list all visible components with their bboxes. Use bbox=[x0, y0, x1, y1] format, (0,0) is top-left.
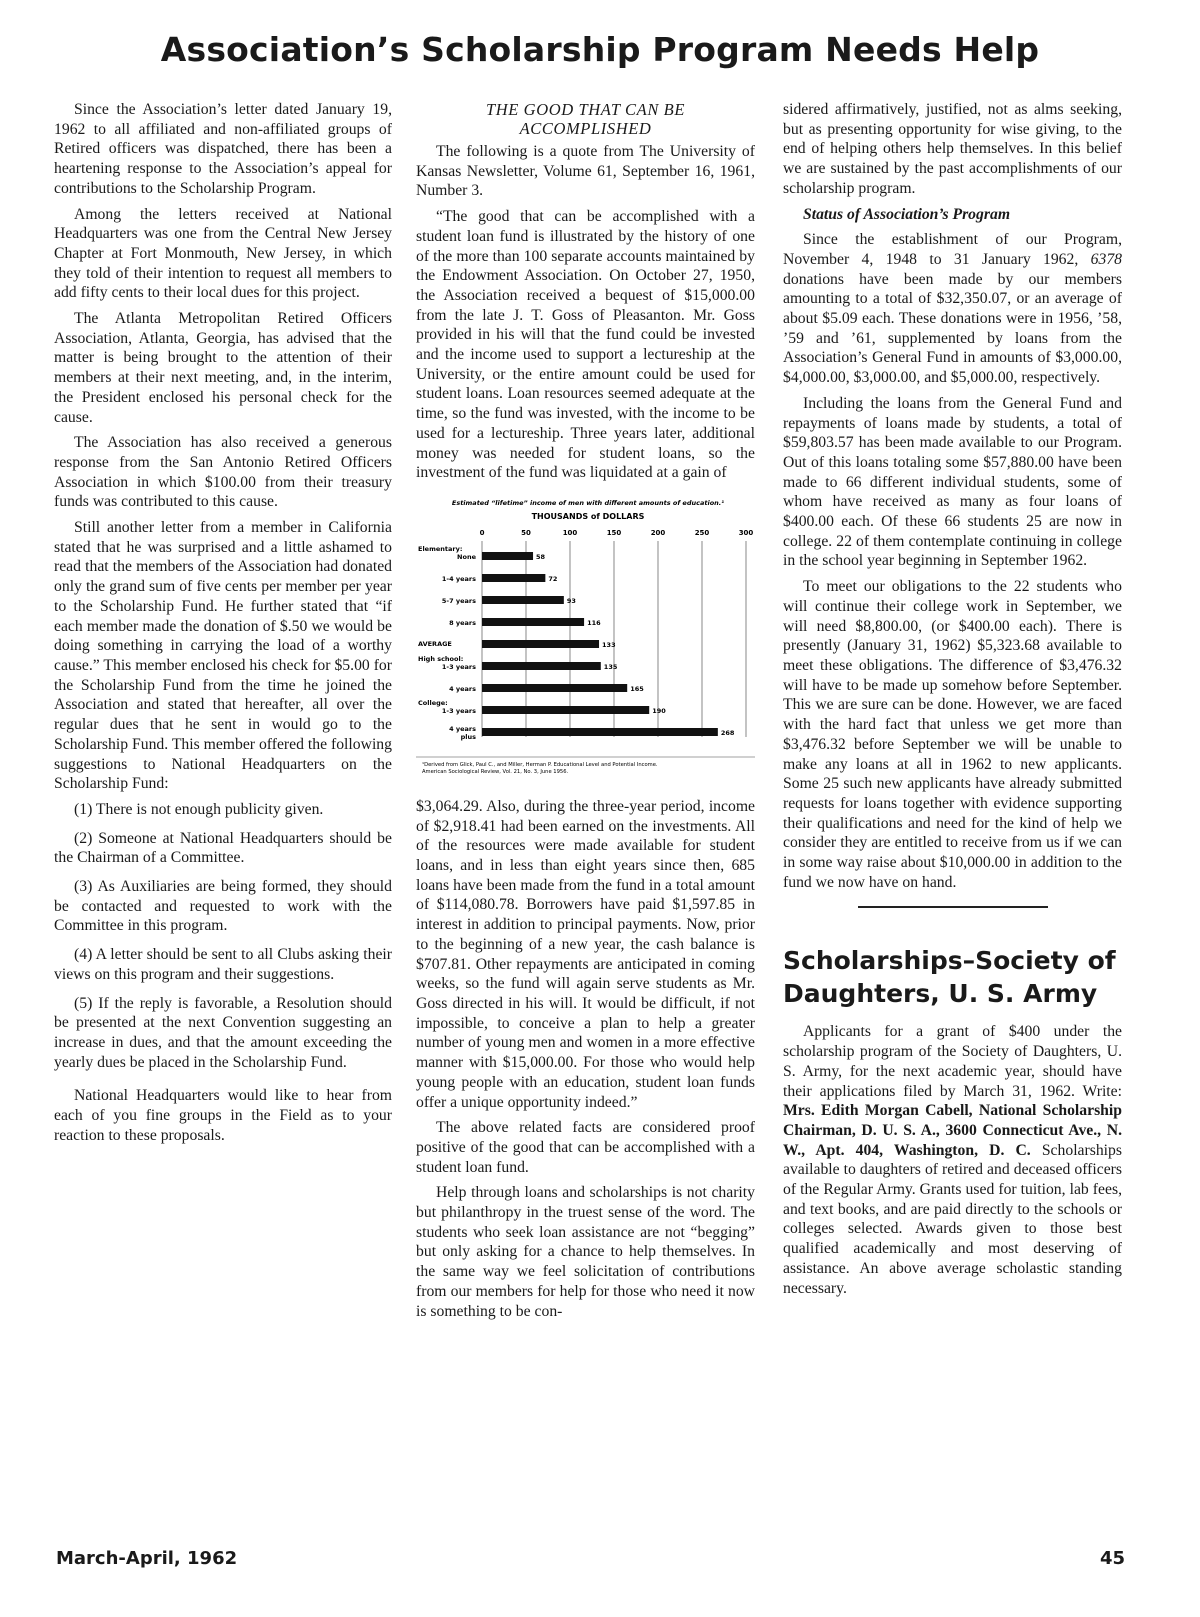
chart-data-label: 58 bbox=[536, 552, 546, 561]
chart-tick-label: 100 bbox=[562, 528, 578, 537]
income-chart bbox=[416, 493, 755, 783]
chart-data-label: 93 bbox=[566, 596, 576, 605]
chart-tick-label: 300 bbox=[738, 528, 754, 537]
paragraph: The Atlanta Metropolitan Retired Officers Association, Atlanta, Georgia, has advised that the matter is being brought to the attention of their members at their next meeting, and, in the interim, the President enclosed his personal check for the cause. bbox=[54, 310, 392, 426]
chart-category-label: 5-7 years bbox=[441, 596, 476, 605]
text-run: Scholarships available to daughters of retired and deceased officers of the Regular Army. Grants used for tuition, lab fees, and text books, and are paid directly to the schools or colleges selected. Awards given to those best qualified academically and most deserving of assistance. An above average scholastic standing necessary. bbox=[783, 1141, 1122, 1297]
paragraph: To meet our obligations to the 22 students who will continue their college work in September, we will need $8,800.00, (or $400.00 each). There is presently (January 31, 1962) $5,323.68 available to meet these obligations. The difference of $3,476.32 will have to be made up somehow before September. This we are sure can be done. However, we are faced with the hard fact that unless we get more than $3,476.32 before September we will be unable to make any loans at all in 1962 to new applicants. Some 25 such new applicants have already submitted requests for loans together with evidence supporting their qualifications and need for the kind of help we consider they are entitled to receive from us if we can in some way raise about $10,000.00 in addition to the fund we now have on hand. bbox=[783, 578, 1122, 891]
chart-category-label: 1-4 years bbox=[441, 574, 476, 583]
chart-data-label: 116 bbox=[587, 618, 601, 627]
chart-data-label: 165 bbox=[630, 684, 644, 693]
paragraph bbox=[783, 230, 1122, 388]
paragraph: Including the loans from the General Fund and repayments of loans made by students, a total of $59,803.57 has been made available to our Program. Out of this loans totaling some $57,880.00 have been made to 66 different individual students, some of whom have received as many as four loans of $400.00 each. Of these 66 students 25 are now in college. 22 of them contemplate continuing in college in the school year beginning in September 1962. bbox=[783, 394, 1122, 570]
paragraph: Among the letters received at National Headquarters was one from the Central New Jersey Chapter at Fort Monmouth, New Jersey, in which they told of their intention to request all members to add fifty cents to their local dues for this project. bbox=[54, 205, 392, 302]
chart-data-label: 135 bbox=[603, 662, 618, 671]
chart-data-label: 190 bbox=[652, 706, 666, 715]
chart-group-label: AVERAGE bbox=[418, 639, 452, 648]
chart-title: Estimated “lifetime” income of men with different amounts of education.¹ bbox=[451, 498, 725, 507]
chart-category-label: 8 years bbox=[449, 618, 476, 627]
chart-bar bbox=[482, 552, 533, 560]
paragraph: sidered affirmatively, justified, not as alms seeking, but as presenting opportunity for wise giving, to the end of helping others help themselves. In this belief we are sustained by the past accomplishments of our scholarship program. bbox=[783, 101, 1122, 197]
suggestion-item: (3) As Auxiliaries are being formed, they should be contacted and requested to work with the Committee in this program. bbox=[54, 878, 392, 935]
column-1 bbox=[54, 100, 392, 1151]
chart-tick-label: 0 bbox=[479, 528, 485, 537]
sidebar-headline: Scholarships–Society of Daughters, U. S. Army bbox=[783, 946, 1116, 1009]
chart-group-label: College: bbox=[418, 698, 448, 707]
chart-bar bbox=[482, 662, 601, 670]
suggestion-item: (1) There is not enough publicity given. bbox=[74, 800, 324, 818]
chart-data-label: 72 bbox=[548, 574, 558, 583]
chart-tick-label: 200 bbox=[650, 528, 666, 537]
chart-footnote: American Sociological Review, Vol. 21, No. 3, June 1956. bbox=[422, 768, 569, 775]
chart-bar bbox=[482, 640, 599, 648]
chart-data-label: 268 bbox=[720, 728, 735, 737]
paragraph: The following is a quote from The University of Kansas Newsletter, Volume 61, September 16, 1961, Number 3. bbox=[416, 143, 755, 200]
section-heading-line: ACCOMPLISHED bbox=[519, 119, 652, 138]
headline: Association’s Scholarship Program Needs Help bbox=[160, 30, 1040, 69]
donation-count: 6378 bbox=[1090, 250, 1122, 268]
chart-bar bbox=[482, 684, 627, 692]
divider bbox=[858, 906, 1048, 908]
chart-bar bbox=[482, 574, 545, 582]
column-2 bbox=[416, 100, 755, 1327]
paragraph: Help through loans and scholarships is not charity but philanthropy in the truest sense of the word. The students who seek loan assistance are not “begging” but only asking for a chance to help themselves. In the same way we feel solicitation of contributions from our members for help for those who need it now is something to be con- bbox=[416, 1184, 755, 1320]
issue-date: March-April, 1962 bbox=[56, 1548, 238, 1569]
chart-tick-label: 50 bbox=[521, 528, 531, 537]
column-3 bbox=[783, 100, 1122, 1304]
text-run: Since the establishment of our Program, November 4, 1948 to 31 January 1962, bbox=[783, 231, 1122, 268]
suggestion-item: (5) If the reply is favorable, a Resolution should be presented at the next Convention suggesting an increase in dues, and that the amount exceeding the yearly dues be placed in the Scholarship Fund. bbox=[54, 994, 392, 1071]
text-run: donations have been made by our members amounting to a total of $32,350.07, or an average of about $5.09 each. These donations were in 1956, ’58, ’59 and ’61, supplemented by loans from the Association’s General Fund in amounts of $3,000.00, $4,000.00, $3,000.00, and $5,000.00, respectively. bbox=[783, 270, 1122, 387]
section-heading bbox=[416, 100, 755, 138]
chart-category-label: 1-3 years bbox=[441, 662, 476, 671]
chart-tick-label: 150 bbox=[606, 528, 622, 537]
chart-bar bbox=[482, 728, 718, 736]
status-heading: Status of Association’s Program bbox=[803, 205, 1011, 223]
chart-category-label: 4 years bbox=[449, 724, 476, 733]
chart-category-label: 1-3 years bbox=[441, 706, 476, 715]
chart-xlabel: THOUSANDS of DOLLARS bbox=[531, 511, 645, 521]
chart-bar bbox=[482, 618, 584, 626]
paragraph: The above related facts are considered proof positive of the good that can be accomplished with a student loan fund. bbox=[416, 1119, 755, 1176]
paragraph: $3,064.29. Also, during the three-year period, income of $2,918.41 had been earned on the investments. All of the resources were made available for student loans, and in less than eight years since then, 685 loans have been made from the fund in a total amount of $114,080.78. Borrowers have paid $1,597.85 in interest in addition to principal payments. Now, prior to the beginning of a new year, the cash balance is $707.81. Other repayments are anticipated in coming weeks, so the fund will again serve students as Mr. Goss directed in his will. It would be difficult, if not impossible, to conceive a plan to help a greater number of young men and women in a more effective manner with $15,000.00. For those who would help young people with an education, student loan funds offer a unique opportunity indeed.” bbox=[416, 797, 755, 1111]
contact-address: Mrs. Edith Morgan Cabell, National Scholarship Chairman, D. U. S. A., 3600 Connecticut Ave., N. W., Apt. 404, Washington, D. C. bbox=[783, 1102, 1122, 1159]
paragraph bbox=[783, 1022, 1122, 1298]
chart-bar bbox=[482, 706, 649, 714]
chart-group-label: High school: bbox=[418, 654, 464, 663]
page-number: 45 bbox=[1100, 1548, 1126, 1569]
section-heading-line: THE GOOD THAT CAN BE bbox=[485, 100, 686, 119]
chart-group-label: Elementary: bbox=[418, 544, 463, 553]
paragraph: Since the Association’s letter dated January 19, 1962 to all affiliated and non-affiliated groups of Retired officers was dispatched, there has been a heartening response to the Association’s appeal for contributions to the Scholarship Program. bbox=[54, 101, 392, 197]
suggestion-item: (4) A letter should be sent to all Clubs asking their views on this program and their suggestions. bbox=[54, 946, 392, 983]
chart-data-label: 133 bbox=[602, 640, 616, 649]
paragraph: National Headquarters would like to hear from each of you fine groups in the Field as to your reaction to these proposals. bbox=[54, 1087, 392, 1144]
suggestion-item: (2) Someone at National Headquarters should be the Chairman of a Committee. bbox=[54, 829, 392, 867]
paragraph: “The good that can be accomplished with a student loan fund is illustrated by the history of one of the more than 100 separate accounts maintained by the Endowment Association. On October 27, 1950, the Association received a bequest of $15,000.00 from the late J. T. Goss of Pleasanton. Mr. Goss provided in his will that the fund could be invested and the income used to support a lectureship at the University, or the entire amount could be used for student loans. Loan resources seemed adequate at the time, so the fund was invested, with the income to be used for a lectureship. Three years later, additional money was needed for student loans, so the investment of the fund was liquidated at a gain of bbox=[416, 208, 755, 482]
suggestion-list bbox=[54, 800, 392, 1072]
paragraph: Still another letter from a member in California stated that he was surprised and a little ashamed to read that the members of the Association had donated only the grand sum of five cents per member per year to the Scholarship Fund. He further stated that “if each member made the donation of $.50 we would be doing something in carrying the load of a worthy cause.” This member enclosed his check for $5.00 for the Scholarship Fund from the time he joined the Association and stated that hereafter, all over the regular dues that he sent in would go to the Scholarship Fund. This member offered the following suggestions to National Headquarters on the Scholarship Fund: bbox=[54, 519, 392, 793]
chart-tick-label: 250 bbox=[694, 528, 710, 537]
paragraph: The Association has also received a generous response from the San Antonio Retired Officers Association in which $100.00 from their treasury funds was contributed to this cause. bbox=[54, 434, 392, 511]
chart-footnote: ¹Derived from Glick, Paul C., and Miller, Herman P. Educational Level and Potential Income. bbox=[422, 761, 658, 768]
chart-bar bbox=[482, 596, 564, 604]
chart-category-label: plus bbox=[460, 732, 476, 741]
income-chart-svg bbox=[416, 493, 755, 783]
chart-category-label: None bbox=[457, 552, 476, 561]
text-run: Applicants for a grant of $400 under the scholarship program of the Society of Daughters, U. S. Army, for the next academic year, should have their applications filed by March 31, 1962. Write: bbox=[783, 1023, 1122, 1100]
chart-category-label: 4 years bbox=[449, 684, 476, 693]
